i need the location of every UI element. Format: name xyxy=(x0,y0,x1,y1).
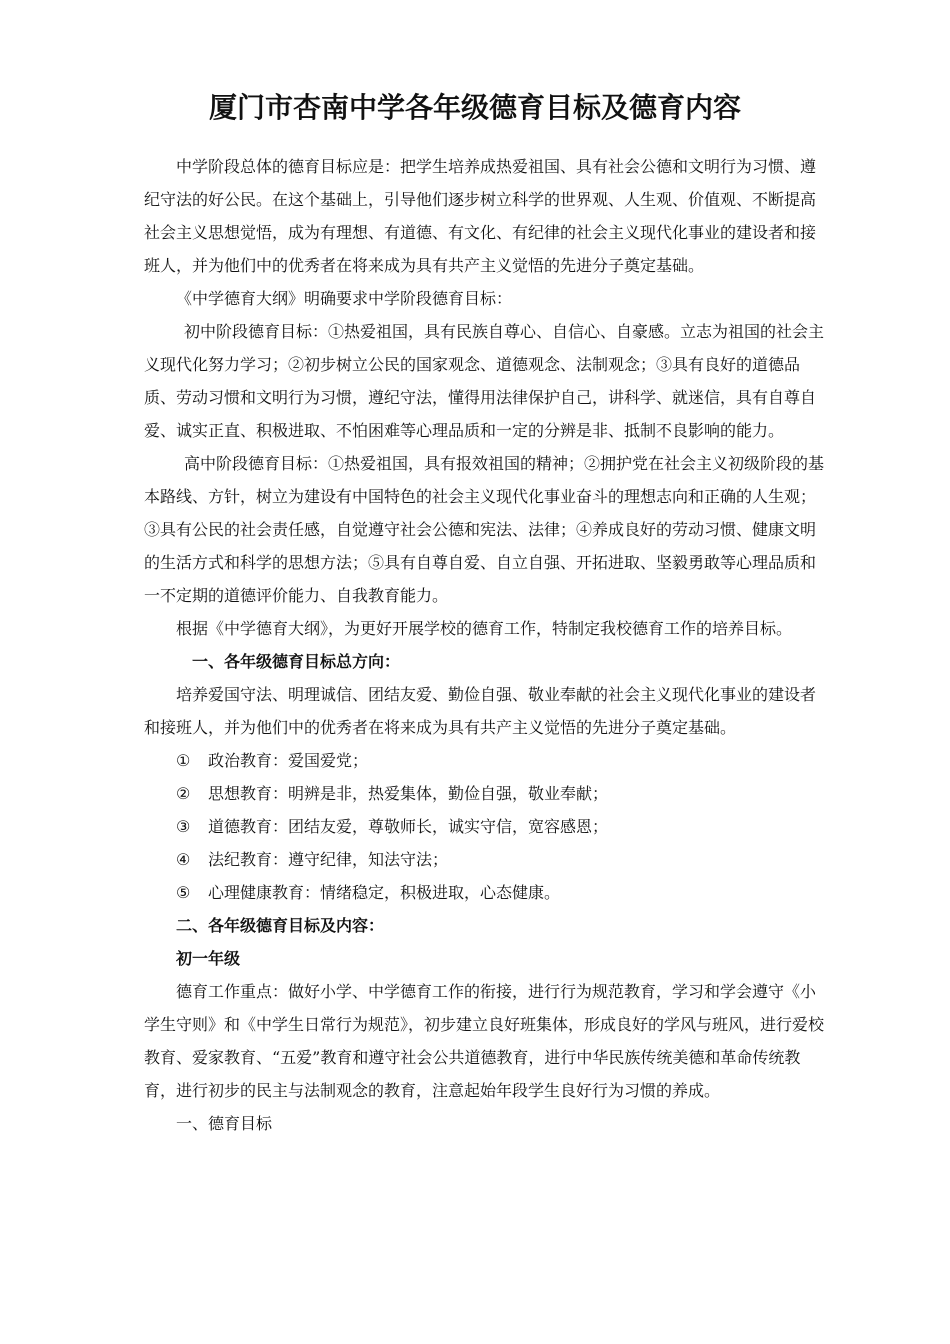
document-title: 厦门市杏南中学各年级德育目标及德育内容 xyxy=(208,91,741,124)
list-number: ③ xyxy=(176,817,191,836)
list-text: 道德教育：团结友爱，尊敬师长，诚实守信，宽容感恩； xyxy=(208,817,609,836)
senior-goal-paragraph: 高中阶段德育目标：①热爱祖国，具有报效祖国的精神；②拥护党在社会主义初级阶段的基本路线、方针，树立为建设有中国特色的社会主义现代化事业奋斗的理想志向和正确的人生观；③具有公民的社会责任感，自觉遵守社会公德和宪法、法律；④养成良好的劳动习惯、健康文明的生活方式和科学的思想方法；⑤具有自尊自爱、自立自强、开拓进取、坚毅勇敢等心理品质和一不定期的道德评价能力、自我教育能力。 xyxy=(144,454,825,605)
list-text: 思想教育：明辨是非，热爱集体，勤俭自强，敬业奉献； xyxy=(208,784,609,803)
section2-heading: 二、各年级德育目标及内容： xyxy=(176,916,385,935)
document-body xyxy=(144,150,824,1140)
list-number: ④ xyxy=(176,850,191,869)
section1-text: 培养爱国守法、明理诚信、团结友爱、勤俭自强、敬业奉献的社会主义现代化事业的建设者和接班人，并为他们中的优秀者在将来成为具有共产主义觉悟的先进分子奠定基础。 xyxy=(144,685,817,737)
grade-heading: 初一年级 xyxy=(176,949,241,968)
list-number: ① xyxy=(176,751,191,770)
grade-focus-paragraph: 德育工作重点：做好小学、中学德育工作的衔接，进行行为规范教育，学习和学会遵守《小学生守则》和《中学生日常行为规范》，初步建立良好班集体，形成良好的学风与班风，进行爱校教育、爱家教育、“五爱”教育和遵守社会公共道德教育，进行中华民族传统美德和革命传统教育，进行初步的民主与法制观念的教育，注意起始年段学生良好行为习惯的养成。 xyxy=(144,982,825,1100)
outline-requirement: 《中学德育大纲》明确要求中学阶段德育目标： xyxy=(176,289,513,308)
list-number: ⑤ xyxy=(176,883,191,902)
list-item xyxy=(144,744,824,777)
intro-paragraph: 中学阶段总体的德育目标应是：把学生培养成热爱祖国、具有社会公德和文明行为习惯、遵纪守法的好公民。在这个基础上，引导他们逐步树立科学的世界观、人生观、价值观、不断提高社会主义思想觉悟，成为有理想、有道德、有文化、有纪律的社会主义现代化事业的建设者和接班人，并为他们中的优秀者在将来成为具有共产主义觉悟的先进分子奠定基础。 xyxy=(144,157,817,275)
list-number: ② xyxy=(176,784,191,803)
list-item xyxy=(144,843,824,876)
list-item xyxy=(144,810,824,843)
list-text: 心理健康教育：情绪稳定，积极进取，心态健康。 xyxy=(208,883,561,902)
list-text: 法纪教育：遵守纪律，知法守法； xyxy=(208,850,449,869)
list-text: 政治教育：爱国爱党； xyxy=(208,751,369,770)
list-item xyxy=(144,777,824,810)
section1-heading: 一、各年级德育目标总方向： xyxy=(192,652,401,671)
school-goal-paragraph: 根据《中学德育大纲》，为更好开展学校的德育工作，特制定我校德育工作的培养目标。 xyxy=(176,619,793,638)
subsection-heading: 一、德育目标 xyxy=(176,1114,273,1133)
junior-goal-paragraph: 初中阶段德育目标：①热爱祖国，具有民族自尊心、自信心、自豪感。立志为祖国的社会主义现代化努力学习；②初步树立公民的国家观念、道德观念、法制观念；③具有良好的道德品质、劳动习惯和文明行为习惯，遵纪守法，懂得用法律保护自己，讲科学、就迷信，具有自尊自爱、诚实正直、积极进取、不怕困难等心理品质和一定的分辨是非、抵制不良影响的能力。 xyxy=(144,322,825,440)
list-item xyxy=(144,876,824,909)
